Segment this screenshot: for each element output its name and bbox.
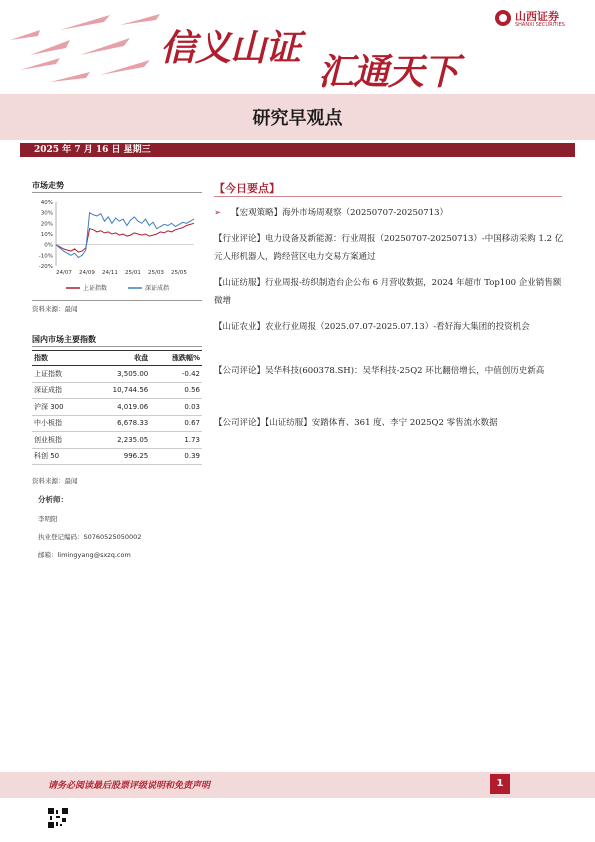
cell-name: 深证成指 [32, 382, 86, 399]
x-tick-label: 24/09 [79, 270, 95, 276]
page-number: 1 [490, 774, 510, 794]
cell-close: 6,678.33 [86, 415, 150, 432]
y-tick-label: 40% [40, 200, 53, 206]
divider [32, 300, 202, 301]
cell-close: 3,505.00 [86, 366, 150, 383]
cell-name: 科创 50 [32, 448, 86, 465]
cell-name: 创业板指 [32, 432, 86, 449]
logo-text-en: SHANXI SECURITIES [515, 22, 565, 28]
legend-label: 深证成指 [145, 285, 170, 292]
highlight-text: 【公司评论】【山证纺服】安踏体育、361 度、李宁 2025Q2 零售流水数据 [214, 418, 498, 428]
highlight-item[interactable] [214, 230, 564, 266]
report-date: 2025 年 7 月 16 日 星期三 [34, 145, 151, 155]
highlight-item[interactable] [214, 274, 564, 310]
cell-name: 中小板指 [32, 415, 86, 432]
analyst-license: 执业登记编码：S0760525050002 [38, 533, 142, 541]
y-tick-label: -10% [38, 253, 53, 260]
table-row [32, 382, 202, 399]
divider [32, 192, 202, 193]
cell-name: 上证指数 [32, 366, 86, 383]
market-trend-title: 市场走势 [32, 181, 64, 190]
series-line [56, 223, 194, 252]
table-row [32, 415, 202, 432]
indices-table [32, 350, 202, 465]
report-title: 研究早观点 [252, 108, 343, 129]
cell-close: 996.25 [86, 448, 150, 465]
cell-change: 0.56 [150, 382, 202, 399]
logo-icon [495, 10, 511, 26]
analyst-email[interactable]: 邮箱：limingyang@sxzq.com [38, 551, 131, 559]
table-row [32, 366, 202, 383]
analyst-name: 李明阳 [38, 515, 58, 523]
y-tick-label: 10% [40, 232, 53, 238]
col-header-close: 收盘 [86, 351, 150, 366]
analyst-title: 分析师： [38, 495, 68, 504]
highlight-text: 【行业评论】电力设备及新能源：行业周报（20250707-20250713）-中国移动采购 1.2 亿元人形机器人，跨经营区电力交易方案通过 [214, 234, 564, 262]
slogan-part2: 汇通天下 [318, 51, 459, 93]
highlight-item[interactable] [214, 204, 564, 222]
highlights-title: 【今日要点】 [214, 182, 280, 195]
arrow-bullet-icon: ➢ [214, 208, 222, 218]
cell-close: 10,744.56 [86, 382, 150, 399]
highlight-text: 【山证农业】农业行业周报（2025.07.07-2025.07.13）-看好海大集团的投资机会 [214, 322, 530, 332]
divider [32, 346, 202, 347]
indices-title: 国内市场主要指数 [32, 335, 96, 344]
company-logo [495, 8, 575, 34]
table-row [32, 399, 202, 416]
market-trend-chart [32, 196, 202, 296]
highlight-item[interactable] [214, 414, 564, 432]
x-tick-label: 25/01 [125, 270, 141, 276]
legend-label: 上证指数 [83, 285, 108, 292]
highlight-item[interactable] [214, 362, 564, 380]
cell-close: 4,019.06 [86, 399, 150, 416]
indices-source: 资料来源：最闻 [32, 477, 78, 485]
col-header-name: 指数 [32, 351, 86, 366]
y-tick-label: 20% [40, 221, 53, 228]
cell-change: 0.03 [150, 399, 202, 416]
cell-close: 2,235.05 [86, 432, 150, 449]
table-row [32, 448, 202, 465]
x-tick-label: 24/07 [56, 270, 72, 276]
highlight-text: 【宏观策略】海外市场周观察（20250707-20250713） [231, 208, 449, 218]
slogan [160, 20, 460, 93]
highlight-item[interactable] [214, 318, 564, 336]
x-tick-label: 25/05 [171, 270, 187, 276]
cell-name: 沪深 300 [32, 399, 86, 416]
table-header-row [32, 351, 202, 366]
x-tick-label: 24/11 [102, 270, 118, 276]
y-tick-label: 0% [44, 242, 53, 249]
cell-change: 0.39 [150, 448, 202, 465]
logo-text-cn: 山西证券 [515, 10, 559, 23]
divider [214, 196, 562, 197]
cell-change: 1.73 [150, 432, 202, 449]
y-tick-label: 30% [40, 210, 53, 217]
col-header-change: 涨跌幅% [150, 351, 202, 366]
disclaimer-text[interactable]: 请务必阅读最后股票评级说明和免责声明 [48, 781, 211, 791]
highlight-text: 【公司评论】吴华科技(600378.SH)：吴华科技-25Q2 环比翻倍增长，中值创历史新高 [214, 366, 545, 376]
cell-change: -0.42 [150, 366, 202, 383]
cell-change: 0.67 [150, 415, 202, 432]
qr-code-icon [48, 808, 68, 828]
table-row [32, 432, 202, 449]
slogan-part1: 信义山证 [160, 27, 301, 69]
x-tick-label: 25/03 [148, 270, 164, 276]
chart-source: 资料来源：最闻 [32, 305, 78, 313]
y-tick-label: -20% [38, 264, 53, 270]
highlight-text: 【山证纺服】行业周报-纺织制造台企公布 6 月营收数据，2024 年超市 Top100 企业销售额微增 [214, 278, 562, 306]
decorative-pattern [0, 0, 170, 90]
